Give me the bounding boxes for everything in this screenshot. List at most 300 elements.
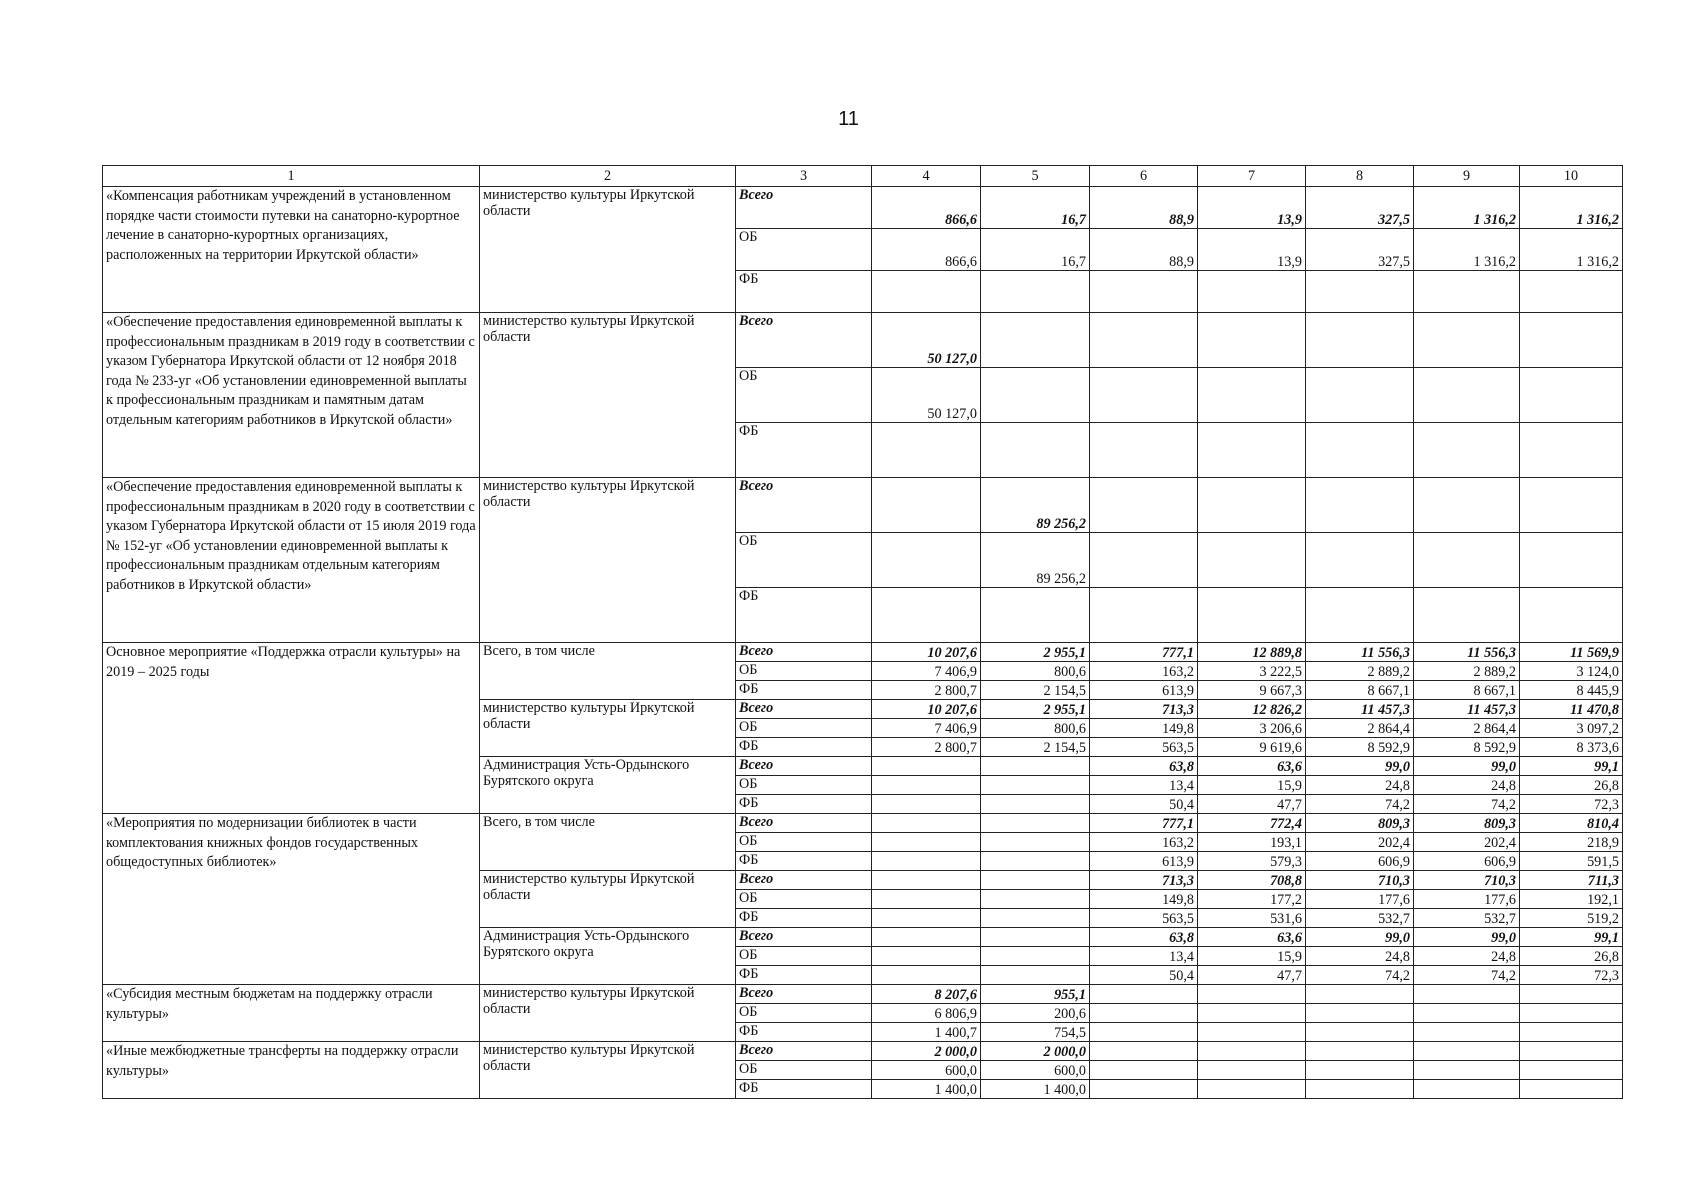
value-cell: 149,8 xyxy=(1090,719,1198,738)
value-cell: 11 457,3 xyxy=(1306,700,1414,719)
value-cell: 13,4 xyxy=(1090,947,1198,966)
funding-type-cell: ОБ xyxy=(736,1061,872,1080)
value-cell: 809,3 xyxy=(1414,814,1520,833)
value-cell: 63,6 xyxy=(1198,757,1306,776)
value-cell xyxy=(1520,1080,1623,1099)
table-row xyxy=(103,313,1623,368)
executor-cell: Всего, в том числе xyxy=(480,814,736,871)
value-cell: 163,2 xyxy=(1090,833,1198,852)
value-cell: 2 154,5 xyxy=(981,738,1090,757)
table-row xyxy=(103,478,1623,533)
funding-type-cell: ФБ xyxy=(736,966,872,985)
value-cell: 600,0 xyxy=(872,1061,981,1080)
value-cell xyxy=(1306,368,1414,423)
value-cell: 710,3 xyxy=(1306,871,1414,890)
value-cell xyxy=(981,757,1090,776)
executor-cell: министерство культуры Иркутской области xyxy=(480,313,736,478)
value-cell: 99,1 xyxy=(1520,757,1623,776)
value-cell: 866,6 xyxy=(872,229,981,271)
value-cell xyxy=(1198,271,1306,313)
value-cell: 6 806,9 xyxy=(872,1004,981,1023)
value-cell xyxy=(872,757,981,776)
value-cell: 192,1 xyxy=(1520,890,1623,909)
value-cell: 47,7 xyxy=(1198,795,1306,814)
value-cell: 710,3 xyxy=(1414,871,1520,890)
value-cell xyxy=(1090,313,1198,368)
value-cell xyxy=(1198,313,1306,368)
value-cell xyxy=(981,909,1090,928)
value-cell xyxy=(1090,1042,1198,1061)
value-cell xyxy=(1520,368,1623,423)
value-cell: 99,1 xyxy=(1520,928,1623,947)
value-cell: 89 256,2 xyxy=(981,478,1090,533)
value-cell: 809,3 xyxy=(1306,814,1414,833)
value-cell: 777,1 xyxy=(1090,814,1198,833)
funding-type-cell: Всего xyxy=(736,1042,872,1061)
value-cell: 713,3 xyxy=(1090,700,1198,719)
value-cell: 10 207,6 xyxy=(872,700,981,719)
funding-type-cell: Всего xyxy=(736,757,872,776)
value-cell xyxy=(1090,1061,1198,1080)
value-cell xyxy=(1306,271,1414,313)
executor-cell: министерство культуры Иркутской области xyxy=(480,478,736,643)
value-cell: 810,4 xyxy=(1520,814,1623,833)
value-cell xyxy=(872,909,981,928)
value-cell xyxy=(1198,1080,1306,1099)
value-cell: 177,6 xyxy=(1306,890,1414,909)
value-cell: 711,3 xyxy=(1520,871,1623,890)
value-cell: 218,9 xyxy=(1520,833,1623,852)
header-cell: 6 xyxy=(1090,166,1198,187)
value-cell: 531,6 xyxy=(1198,909,1306,928)
value-cell xyxy=(1414,313,1520,368)
value-cell: 1 400,7 xyxy=(872,1023,981,1042)
value-cell: 13,9 xyxy=(1198,229,1306,271)
value-cell: 26,8 xyxy=(1520,776,1623,795)
value-cell xyxy=(1090,1080,1198,1099)
value-cell xyxy=(1198,1061,1306,1080)
value-cell xyxy=(1198,533,1306,588)
value-cell: 47,7 xyxy=(1198,966,1306,985)
value-cell: 177,6 xyxy=(1414,890,1520,909)
value-cell xyxy=(1414,1004,1520,1023)
value-cell xyxy=(1090,533,1198,588)
executor-cell: министерство культуры Иркутской области xyxy=(480,700,736,757)
value-cell xyxy=(872,814,981,833)
header-cell: 4 xyxy=(872,166,981,187)
value-cell xyxy=(1090,985,1198,1004)
funding-type-cell: ФБ xyxy=(736,909,872,928)
value-cell: 1 316,2 xyxy=(1520,187,1623,229)
header-cell: 5 xyxy=(981,166,1090,187)
funding-type-cell: ФБ xyxy=(736,852,872,871)
value-cell: 89 256,2 xyxy=(981,533,1090,588)
funding-type-cell: Всего xyxy=(736,313,872,368)
value-cell xyxy=(1520,588,1623,643)
value-cell xyxy=(1414,423,1520,478)
value-cell: 8 667,1 xyxy=(1414,681,1520,700)
value-cell: 772,4 xyxy=(1198,814,1306,833)
funding-type-cell: ФБ xyxy=(736,1023,872,1042)
value-cell xyxy=(1520,1023,1623,1042)
funding-type-cell: Всего xyxy=(736,478,872,533)
funding-type-cell: ОБ xyxy=(736,229,872,271)
value-cell: 74,2 xyxy=(1414,795,1520,814)
value-cell xyxy=(981,833,1090,852)
header-cell: 7 xyxy=(1198,166,1306,187)
value-cell xyxy=(1520,985,1623,1004)
value-cell: 50,4 xyxy=(1090,795,1198,814)
value-cell xyxy=(981,423,1090,478)
value-cell: 16,7 xyxy=(981,187,1090,229)
value-cell: 2 800,7 xyxy=(872,738,981,757)
table-row xyxy=(103,187,1623,229)
value-cell: 24,8 xyxy=(1414,776,1520,795)
value-cell: 2 864,4 xyxy=(1414,719,1520,738)
value-cell xyxy=(981,368,1090,423)
value-cell: 613,9 xyxy=(1090,852,1198,871)
header-cell: 1 xyxy=(103,166,480,187)
value-cell xyxy=(1306,423,1414,478)
value-cell: 2 154,5 xyxy=(981,681,1090,700)
value-cell: 72,3 xyxy=(1520,795,1623,814)
value-cell: 327,5 xyxy=(1306,187,1414,229)
value-cell: 99,0 xyxy=(1414,928,1520,947)
value-cell: 2 955,1 xyxy=(981,643,1090,662)
value-cell: 613,9 xyxy=(1090,681,1198,700)
value-cell: 7 406,9 xyxy=(872,662,981,681)
value-cell: 532,7 xyxy=(1306,909,1414,928)
value-cell xyxy=(1414,1042,1520,1061)
value-cell: 63,6 xyxy=(1198,928,1306,947)
value-cell: 9 667,3 xyxy=(1198,681,1306,700)
value-cell xyxy=(1198,1004,1306,1023)
value-cell: 606,9 xyxy=(1414,852,1520,871)
value-cell xyxy=(1520,533,1623,588)
value-cell: 7 406,9 xyxy=(872,719,981,738)
value-cell xyxy=(872,423,981,478)
executor-cell: министерство культуры Иркутской области xyxy=(480,187,736,313)
value-cell: 800,6 xyxy=(981,719,1090,738)
measure-title: «Обеспечение предоставления единовременной выплаты к профессиональным праздникам в 2020 году в соответствии с указом Губернатора Иркутской области от 15 июля 2019 года № 152-уг «Об установлении единовременной выплаты к профессиональным праздникам отдельным категориям работников в Иркутской области» xyxy=(103,478,480,643)
value-cell: 1 316,2 xyxy=(1414,229,1520,271)
value-cell xyxy=(1198,1023,1306,1042)
value-cell: 2 955,1 xyxy=(981,700,1090,719)
value-cell: 3 222,5 xyxy=(1198,662,1306,681)
value-cell: 26,8 xyxy=(1520,947,1623,966)
value-cell xyxy=(1414,368,1520,423)
value-cell: 63,8 xyxy=(1090,757,1198,776)
value-cell xyxy=(981,871,1090,890)
value-cell xyxy=(981,947,1090,966)
value-cell: 99,0 xyxy=(1306,757,1414,776)
value-cell xyxy=(1306,1080,1414,1099)
value-cell: 15,9 xyxy=(1198,776,1306,795)
value-cell: 193,1 xyxy=(1198,833,1306,852)
value-cell xyxy=(1306,478,1414,533)
funding-type-cell: ОБ xyxy=(736,719,872,738)
value-cell xyxy=(1306,588,1414,643)
value-cell xyxy=(1306,313,1414,368)
value-cell xyxy=(1306,1023,1414,1042)
value-cell: 99,0 xyxy=(1414,757,1520,776)
value-cell xyxy=(1090,1004,1198,1023)
value-cell: 2 889,2 xyxy=(1414,662,1520,681)
funding-type-cell: ОБ xyxy=(736,533,872,588)
header-cell: 9 xyxy=(1414,166,1520,187)
value-cell: 532,7 xyxy=(1414,909,1520,928)
funding-type-cell: ФБ xyxy=(736,1080,872,1099)
value-cell: 74,2 xyxy=(1306,795,1414,814)
funding-type-cell: ОБ xyxy=(736,890,872,909)
value-cell: 24,8 xyxy=(1414,947,1520,966)
funding-type-cell: Всего xyxy=(736,928,872,947)
value-cell xyxy=(1520,1061,1623,1080)
value-cell xyxy=(872,833,981,852)
value-cell xyxy=(1414,1080,1520,1099)
table-row xyxy=(103,643,1623,662)
value-cell: 8 445,9 xyxy=(1520,681,1623,700)
value-cell xyxy=(1090,1023,1198,1042)
value-cell: 11 569,9 xyxy=(1520,643,1623,662)
value-cell xyxy=(872,947,981,966)
value-cell xyxy=(1306,1004,1414,1023)
value-cell xyxy=(981,814,1090,833)
value-cell: 11 470,8 xyxy=(1520,700,1623,719)
value-cell: 63,8 xyxy=(1090,928,1198,947)
value-cell: 579,3 xyxy=(1198,852,1306,871)
value-cell xyxy=(1414,533,1520,588)
value-cell xyxy=(981,271,1090,313)
value-cell: 606,9 xyxy=(1306,852,1414,871)
funding-type-cell: ФБ xyxy=(736,588,872,643)
value-cell xyxy=(872,271,981,313)
measure-title: «Компенсация работникам учреждений в установленном порядке части стоимости путевки на санаторно-курортное лечение в санаторно-курортных организациях, расположенных на территории Иркутской области» xyxy=(103,187,480,313)
value-cell xyxy=(1090,271,1198,313)
value-cell: 563,5 xyxy=(1090,738,1198,757)
value-cell xyxy=(872,478,981,533)
header-cell: 3 xyxy=(736,166,872,187)
value-cell: 2 000,0 xyxy=(872,1042,981,1061)
value-cell: 1 316,2 xyxy=(1414,187,1520,229)
value-cell: 202,4 xyxy=(1306,833,1414,852)
value-cell: 13,4 xyxy=(1090,776,1198,795)
value-cell: 866,6 xyxy=(872,187,981,229)
measure-title: «Обеспечение предоставления единовременной выплаты к профессиональным праздникам в 2019 году в соответствии с указом Губернатора Иркутской области от 12 ноября 2018 года № 233-уг «Об установлении единовременной выплаты к профессиональным праздникам и памятным датам отдельным категориям работников в Иркутской области» xyxy=(103,313,480,478)
value-cell xyxy=(872,588,981,643)
value-cell: 10 207,6 xyxy=(872,643,981,662)
value-cell: 12 889,8 xyxy=(1198,643,1306,662)
value-cell xyxy=(1414,1061,1520,1080)
value-cell: 327,5 xyxy=(1306,229,1414,271)
value-cell xyxy=(1306,985,1414,1004)
value-cell xyxy=(981,928,1090,947)
value-cell: 8 592,9 xyxy=(1306,738,1414,757)
value-cell: 754,5 xyxy=(981,1023,1090,1042)
value-cell: 2 889,2 xyxy=(1306,662,1414,681)
value-cell: 800,6 xyxy=(981,662,1090,681)
value-cell: 50 127,0 xyxy=(872,368,981,423)
funding-type-cell: Всего xyxy=(736,871,872,890)
funding-type-cell: Всего xyxy=(736,985,872,1004)
funding-type-cell: Всего xyxy=(736,700,872,719)
value-cell xyxy=(872,928,981,947)
value-cell xyxy=(872,852,981,871)
value-cell: 88,9 xyxy=(1090,187,1198,229)
value-cell: 713,3 xyxy=(1090,871,1198,890)
value-cell: 1 316,2 xyxy=(1520,229,1623,271)
value-cell xyxy=(981,795,1090,814)
funding-type-cell: ОБ xyxy=(736,368,872,423)
value-cell xyxy=(1090,368,1198,423)
value-cell xyxy=(872,966,981,985)
header-cell: 2 xyxy=(480,166,736,187)
value-cell: 2 800,7 xyxy=(872,681,981,700)
value-cell: 11 457,3 xyxy=(1414,700,1520,719)
value-cell: 1 400,0 xyxy=(981,1080,1090,1099)
funding-type-cell: ОБ xyxy=(736,833,872,852)
value-cell xyxy=(1198,985,1306,1004)
value-cell xyxy=(1414,478,1520,533)
value-cell: 163,2 xyxy=(1090,662,1198,681)
value-cell: 50 127,0 xyxy=(872,313,981,368)
value-cell: 8 373,6 xyxy=(1520,738,1623,757)
value-cell xyxy=(1198,423,1306,478)
value-cell xyxy=(1520,423,1623,478)
value-cell xyxy=(872,890,981,909)
value-cell: 2 000,0 xyxy=(981,1042,1090,1061)
funding-type-cell: ФБ xyxy=(736,681,872,700)
value-cell xyxy=(1520,1004,1623,1023)
executor-cell: министерство культуры Иркутской области xyxy=(480,985,736,1042)
value-cell: 8 592,9 xyxy=(1414,738,1520,757)
value-cell xyxy=(872,776,981,795)
value-cell: 50,4 xyxy=(1090,966,1198,985)
value-cell: 99,0 xyxy=(1306,928,1414,947)
executor-cell: Всего, в том числе xyxy=(480,643,736,700)
table-row xyxy=(103,985,1623,1004)
budget-table xyxy=(102,165,1623,1099)
table-row xyxy=(103,1042,1623,1061)
table-body xyxy=(103,187,1623,1099)
value-cell xyxy=(872,795,981,814)
value-cell xyxy=(1414,985,1520,1004)
value-cell xyxy=(981,313,1090,368)
executor-cell: Администрация Усть-Ордынского Бурятского округа xyxy=(480,928,736,985)
measure-title: Основное мероприятие «Поддержка отрасли культуры» на 2019 – 2025 годы xyxy=(103,643,480,814)
value-cell xyxy=(1414,588,1520,643)
funding-type-cell: ОБ xyxy=(736,947,872,966)
value-cell: 13,9 xyxy=(1198,187,1306,229)
executor-cell: министерство культуры Иркутской области xyxy=(480,1042,736,1099)
value-cell: 1 400,0 xyxy=(872,1080,981,1099)
value-cell: 200,6 xyxy=(981,1004,1090,1023)
value-cell: 563,5 xyxy=(1090,909,1198,928)
value-cell: 24,8 xyxy=(1306,947,1414,966)
funding-type-cell: ФБ xyxy=(736,738,872,757)
value-cell: 8 207,6 xyxy=(872,985,981,1004)
value-cell xyxy=(1414,271,1520,313)
table-header xyxy=(103,166,1623,187)
value-cell xyxy=(1520,478,1623,533)
funding-type-cell: ФБ xyxy=(736,423,872,478)
value-cell xyxy=(981,966,1090,985)
header-row xyxy=(103,166,1623,187)
funding-type-cell: ОБ xyxy=(736,662,872,681)
value-cell: 11 556,3 xyxy=(1414,643,1520,662)
value-cell xyxy=(872,533,981,588)
table-row xyxy=(103,814,1623,833)
funding-type-cell: Всего xyxy=(736,814,872,833)
value-cell: 519,2 xyxy=(1520,909,1623,928)
value-cell: 12 826,2 xyxy=(1198,700,1306,719)
value-cell: 74,2 xyxy=(1414,966,1520,985)
funding-type-cell: ФБ xyxy=(736,271,872,313)
funding-type-cell: ОБ xyxy=(736,776,872,795)
value-cell xyxy=(1198,1042,1306,1061)
value-cell: 149,8 xyxy=(1090,890,1198,909)
value-cell xyxy=(1520,313,1623,368)
value-cell: 708,8 xyxy=(1198,871,1306,890)
value-cell xyxy=(1198,478,1306,533)
measure-title: «Иные межбюджетные трансферты на поддержку отрасли культуры» xyxy=(103,1042,480,1099)
value-cell xyxy=(1520,271,1623,313)
value-cell: 591,5 xyxy=(1520,852,1623,871)
funding-type-cell: Всего xyxy=(736,187,872,229)
value-cell xyxy=(981,776,1090,795)
value-cell: 72,3 xyxy=(1520,966,1623,985)
value-cell: 9 619,6 xyxy=(1198,738,1306,757)
value-cell: 3 206,6 xyxy=(1198,719,1306,738)
value-cell xyxy=(981,588,1090,643)
value-cell: 3 124,0 xyxy=(1520,662,1623,681)
value-cell: 600,0 xyxy=(981,1061,1090,1080)
value-cell xyxy=(1198,588,1306,643)
value-cell: 2 864,4 xyxy=(1306,719,1414,738)
value-cell xyxy=(1198,368,1306,423)
value-cell: 11 556,3 xyxy=(1306,643,1414,662)
value-cell: 8 667,1 xyxy=(1306,681,1414,700)
executor-cell: Администрация Усть-Ордынского Бурятского округа xyxy=(480,757,736,814)
page-number: 11 xyxy=(838,108,859,130)
funding-type-cell: ФБ xyxy=(736,795,872,814)
value-cell xyxy=(1090,588,1198,643)
value-cell xyxy=(981,852,1090,871)
measure-title: «Мероприятия по модернизации библиотек в части комплектования книжных фондов государственных общедоступных библиотек» xyxy=(103,814,480,985)
value-cell xyxy=(1520,1042,1623,1061)
value-cell xyxy=(1306,533,1414,588)
header-cell: 8 xyxy=(1306,166,1414,187)
value-cell: 955,1 xyxy=(981,985,1090,1004)
value-cell xyxy=(1414,1023,1520,1042)
value-cell: 202,4 xyxy=(1414,833,1520,852)
value-cell: 777,1 xyxy=(1090,643,1198,662)
value-cell xyxy=(872,871,981,890)
value-cell: 15,9 xyxy=(1198,947,1306,966)
value-cell xyxy=(1090,423,1198,478)
value-cell xyxy=(1306,1061,1414,1080)
executor-cell: министерство культуры Иркутской области xyxy=(480,871,736,928)
funding-type-cell: Всего xyxy=(736,643,872,662)
value-cell: 74,2 xyxy=(1306,966,1414,985)
header-cell: 10 xyxy=(1520,166,1623,187)
value-cell: 177,2 xyxy=(1198,890,1306,909)
value-cell: 24,8 xyxy=(1306,776,1414,795)
value-cell: 88,9 xyxy=(1090,229,1198,271)
value-cell xyxy=(1090,478,1198,533)
value-cell xyxy=(981,890,1090,909)
value-cell xyxy=(1306,1042,1414,1061)
